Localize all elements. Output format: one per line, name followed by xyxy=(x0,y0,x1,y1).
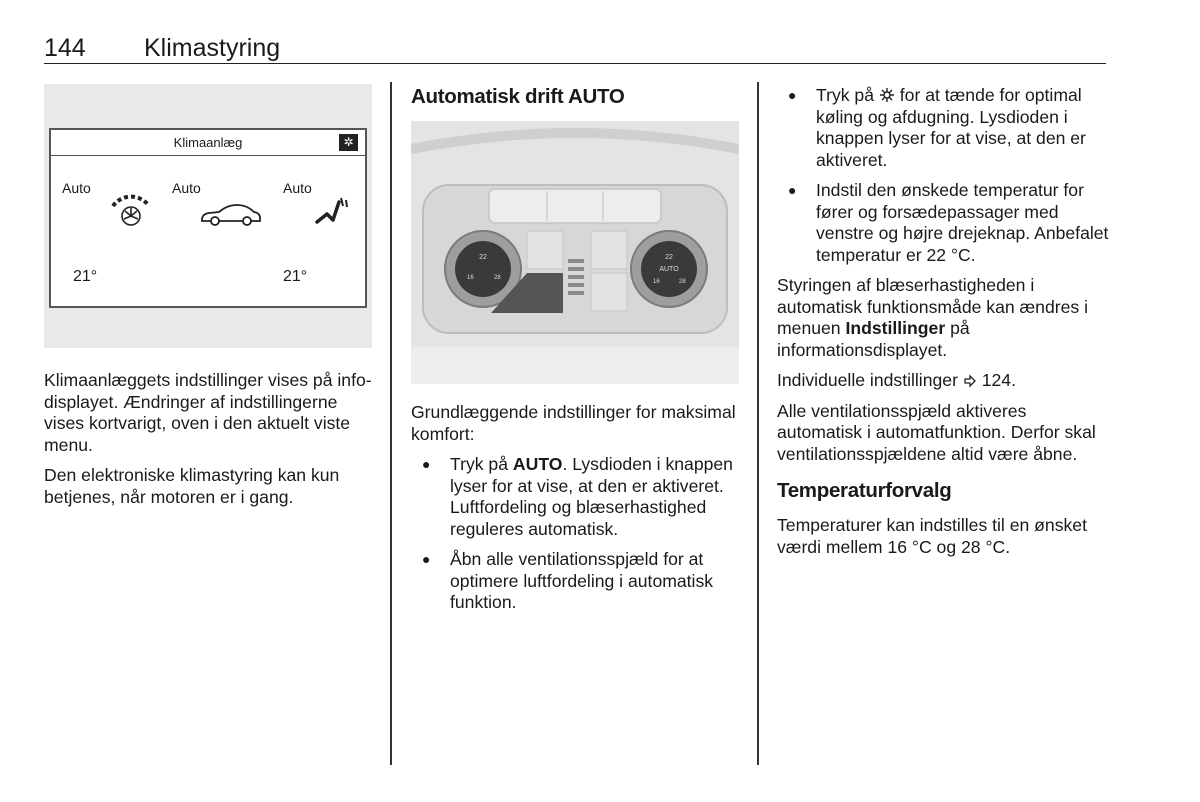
right-knob-min: 16 xyxy=(653,279,660,285)
bullet-icon: ● xyxy=(788,182,797,198)
paragraph: Den elektroniske klimastyring kan kun betjenes, når motoren er i gang. xyxy=(44,465,340,507)
settings-icon: ✲ xyxy=(339,134,358,151)
ac-snowflake-icon xyxy=(879,87,895,103)
left-temp-display: 21° xyxy=(73,268,98,285)
text: for at tænde for optimal køling og afdugning. Lysdioden i knappen lyser for at vise, at den er aktiveret. xyxy=(816,85,1086,170)
paragraph: Alle ventilationsspjæld aktiveres automatisk i automatfunktion. Derfor skal ventilationsspjældene altid være åbne. xyxy=(777,400,1096,464)
section-heading: Temperaturforvalg xyxy=(777,479,952,502)
intro-paragraph: Grundlæggende indstillinger for maksimal komfort: xyxy=(411,402,736,444)
bullet-icon: ● xyxy=(788,87,797,103)
list-item xyxy=(411,549,747,614)
text: Styringen af blæserhastigheden i automatisk funktionsmåde kan ændres i menuen xyxy=(777,275,1088,338)
column-2 xyxy=(411,85,743,109)
right-knob-auto: AUTO xyxy=(659,266,679,273)
column-divider-1 xyxy=(390,82,392,765)
text: på informationsdisplayet. xyxy=(777,318,970,360)
climate-display-figure xyxy=(44,84,372,348)
text: Tryk på xyxy=(816,85,879,105)
left-knob-temp: 22 xyxy=(479,254,487,261)
bullet-icon: ● xyxy=(422,551,431,567)
column-divider-2 xyxy=(757,82,759,765)
left-knob-min: 16 xyxy=(467,275,474,281)
fan-auto-label: Auto xyxy=(62,180,91,196)
page-reference-link[interactable]: 124. xyxy=(976,370,1016,390)
car-icon xyxy=(199,202,263,228)
column-3 xyxy=(777,85,1113,567)
paragraph: Temperaturer kan indstilles til en ønsket værdi mellem 16 °C og 28 °C. xyxy=(777,515,1087,557)
text: Åbn alle ventilationsspjæld for at optimere luftfordeling i automatisk funktion. xyxy=(450,549,714,612)
bold-text: AUTO xyxy=(512,454,563,474)
column-1 xyxy=(44,370,380,517)
right-knob-max: 28 xyxy=(679,279,686,285)
page-header xyxy=(44,34,1106,64)
text: . Lysdioden i knappen lyser for at vise, at den er aktiveret. Luftfordeling og blæserhastighed reguleres automatisk. xyxy=(450,454,733,539)
list-item xyxy=(777,180,1113,266)
list-item xyxy=(777,85,1113,171)
bold-text: Indstillinger xyxy=(845,318,946,338)
text: Individuelle indstillinger xyxy=(777,370,963,390)
list-item xyxy=(411,454,747,540)
climate-screen xyxy=(49,128,367,308)
seat-auto-label: Auto xyxy=(283,180,312,196)
seat-airflow-icon xyxy=(313,194,353,230)
page-number: 144 xyxy=(44,34,86,62)
bullet-list xyxy=(411,454,747,614)
paragraph: Klimaanlæggets indstillinger vises på info-displayet. Ændringer af indstillingerne vises kortvarigt, oven i den aktuelt viste menu. xyxy=(44,370,372,455)
climate-control-panel-figure xyxy=(411,121,739,384)
paragraph xyxy=(777,370,1113,392)
text: Tryk på xyxy=(450,454,513,474)
right-knob-temp: 22 xyxy=(665,254,673,261)
distribution-auto-label: Auto xyxy=(172,180,201,196)
screen-title-text: Klimaanlæg xyxy=(173,135,243,150)
right-temp-display: 21° xyxy=(283,268,308,285)
bullet-icon: ● xyxy=(422,456,431,472)
section-heading: Automatisk drift AUTO xyxy=(411,85,625,108)
arrow-reference-icon[interactable] xyxy=(963,374,977,388)
page-title: Klimastyring xyxy=(144,34,281,62)
paragraph xyxy=(777,275,1113,361)
fan-icon xyxy=(107,194,155,228)
screen-title xyxy=(51,130,365,156)
text: Indstil den ønskede temperatur for fører og forsædepassager med venstre og højre drejeknap. Anbefalet temperatur er 22 °C. xyxy=(816,180,1109,265)
bullet-list xyxy=(777,85,1113,266)
column-2-text xyxy=(411,402,747,623)
left-knob-max: 28 xyxy=(494,275,501,281)
